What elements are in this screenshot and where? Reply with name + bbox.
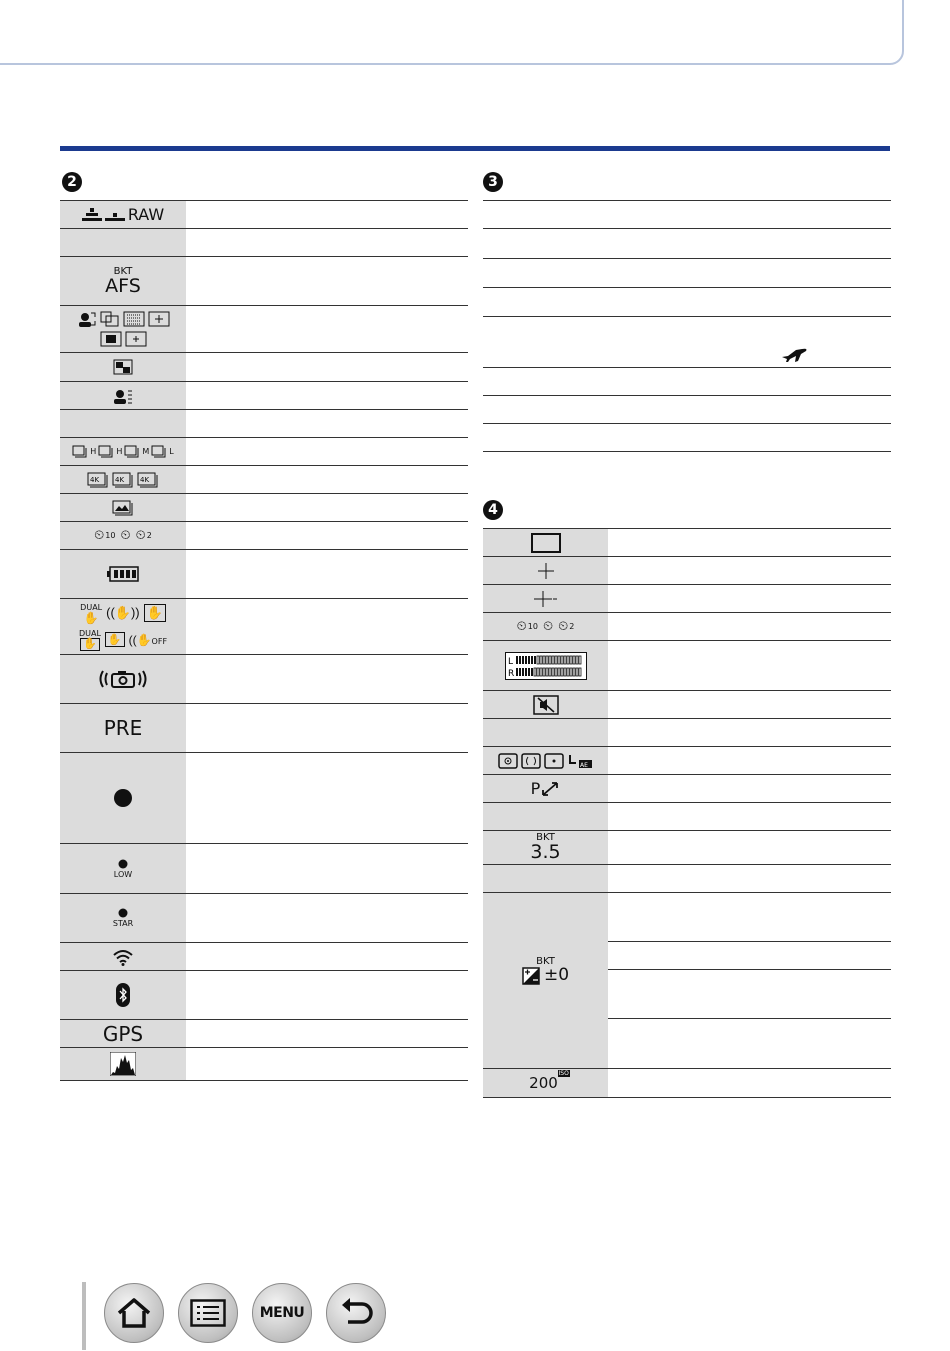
section-2-table bbox=[60, 200, 468, 1081]
table-row bbox=[60, 438, 468, 466]
program-p-label: P bbox=[530, 779, 541, 798]
ev-value: ±0 bbox=[543, 965, 570, 985]
4k-photo-cell bbox=[60, 466, 186, 493]
timer2-icon: ⏲ bbox=[558, 619, 569, 634]
table-row bbox=[483, 613, 891, 641]
table-row bbox=[60, 522, 468, 550]
table-row bbox=[483, 557, 891, 585]
table-row bbox=[60, 1020, 468, 1048]
burst-cell bbox=[60, 438, 186, 465]
star-label: STAR bbox=[112, 919, 134, 928]
raw-label: RAW bbox=[127, 205, 165, 224]
table-row bbox=[483, 865, 891, 893]
hand-icon: ✋ bbox=[83, 610, 99, 625]
section-4-number: 4 bbox=[483, 500, 503, 520]
table-row bbox=[60, 943, 468, 971]
table-row bbox=[60, 410, 468, 438]
aperture-bracket-cell bbox=[483, 831, 608, 864]
histogram-cell bbox=[60, 1048, 186, 1080]
dual-stabilizer-video-icon bbox=[79, 629, 101, 651]
wifi-icon bbox=[112, 948, 134, 966]
recording-dot-icon bbox=[113, 788, 133, 808]
table-row bbox=[60, 200, 468, 229]
exposure-bracket-cell bbox=[483, 893, 608, 1068]
spot-metering-cell bbox=[483, 585, 608, 612]
timer10-label: 10 bbox=[105, 531, 116, 540]
multi-metering-icon bbox=[498, 753, 518, 769]
table-row bbox=[60, 971, 468, 1020]
face-detect-icon bbox=[77, 311, 97, 327]
hand-video-icon: ✋ bbox=[80, 638, 100, 651]
face-recognition-icon bbox=[113, 388, 133, 404]
table-row bbox=[60, 382, 468, 410]
svg-text:4K: 4K bbox=[115, 475, 125, 484]
exposure-bracket-icon bbox=[522, 957, 569, 985]
contents-button[interactable] bbox=[178, 1283, 238, 1343]
quality-standard-icon bbox=[105, 208, 125, 222]
custom-area-icon bbox=[125, 331, 147, 347]
iso-value: 200 bbox=[529, 1074, 558, 1092]
metering-mode-cell bbox=[483, 747, 608, 774]
post-focus-icon bbox=[112, 500, 134, 516]
table-row bbox=[483, 803, 891, 831]
focus-bracket-icon bbox=[105, 267, 141, 296]
level-l-label: L bbox=[507, 656, 513, 667]
af-area-cell bbox=[483, 529, 608, 556]
table-row bbox=[483, 691, 891, 719]
sub-row-divider bbox=[608, 941, 891, 942]
self-timer-cell bbox=[483, 613, 608, 640]
back-arrow-icon bbox=[338, 1298, 374, 1328]
spot-metering-icon bbox=[534, 590, 558, 608]
airplane-icon bbox=[780, 343, 810, 363]
star-cell bbox=[60, 894, 186, 942]
burst-icon bbox=[72, 445, 88, 459]
merged-row-group bbox=[483, 893, 891, 1069]
ev-group bbox=[522, 967, 569, 985]
stabilizer-frame-icon: ✋ bbox=[144, 604, 166, 622]
histogram-icon bbox=[110, 1052, 136, 1076]
menu-button[interactable] bbox=[252, 1283, 312, 1343]
wifi-cell bbox=[60, 943, 186, 970]
burst-l-label: L bbox=[169, 447, 174, 456]
stabilizer-icon: ((✋)) bbox=[106, 605, 140, 620]
aperture-bracket-icon bbox=[530, 833, 560, 862]
empty-icon-cell bbox=[483, 803, 608, 830]
section-3-table bbox=[483, 200, 891, 452]
table-row bbox=[483, 528, 891, 557]
section-4-table bbox=[483, 528, 891, 1098]
post-focus-cell bbox=[60, 494, 186, 521]
table-row bbox=[60, 655, 468, 704]
section-2-number: 2 bbox=[62, 172, 82, 192]
table-row bbox=[60, 466, 468, 494]
burst-live-icon bbox=[98, 445, 114, 459]
timer2-label: 2 bbox=[146, 531, 152, 540]
self-timer-cell bbox=[60, 522, 186, 549]
title-rule bbox=[60, 146, 890, 151]
timer-burst-icon: ⏲ bbox=[120, 528, 131, 543]
empty-icon-cell bbox=[483, 865, 608, 892]
burst-live-l-icon bbox=[151, 445, 167, 459]
iso-icon bbox=[529, 1070, 569, 1092]
spot-metering-mode-icon bbox=[544, 753, 564, 769]
table-row bbox=[60, 894, 468, 943]
multi-area-icon bbox=[123, 311, 145, 327]
section-3-number: 3 bbox=[483, 172, 503, 192]
iso-cell bbox=[483, 1069, 608, 1097]
spot-cell bbox=[483, 557, 608, 584]
back-button[interactable] bbox=[326, 1283, 386, 1343]
table-row bbox=[483, 259, 891, 288]
off-label: OFF bbox=[151, 636, 168, 646]
low-cell bbox=[60, 844, 186, 893]
table-row bbox=[483, 317, 891, 368]
table-row bbox=[483, 396, 891, 424]
pre-label: PRE bbox=[103, 716, 143, 740]
dual-video-label: DUAL bbox=[78, 628, 101, 638]
bluetooth-icon bbox=[116, 983, 130, 1007]
one-area-icon bbox=[100, 331, 122, 347]
program-shift-arrow-icon bbox=[540, 780, 560, 798]
table-row bbox=[60, 1048, 468, 1081]
empty-icon-cell bbox=[60, 410, 186, 437]
sub-row-divider bbox=[608, 969, 891, 970]
timer-icon: ⏲ bbox=[94, 528, 105, 543]
stabilizer-video-icon: ✋ bbox=[105, 632, 125, 647]
table-row bbox=[483, 424, 891, 452]
4k-pre-burst-icon bbox=[137, 472, 159, 488]
table-row bbox=[60, 494, 468, 522]
gps-label: GPS bbox=[102, 1021, 144, 1046]
low-label: LOW bbox=[113, 869, 133, 879]
bkt-label: BKT bbox=[536, 832, 555, 843]
empty-icon-cell bbox=[483, 719, 608, 746]
dual-label: DUAL bbox=[80, 602, 103, 612]
silent-mode-icon bbox=[533, 695, 559, 715]
timer2-label: 2 bbox=[569, 622, 575, 631]
table-row bbox=[483, 831, 891, 865]
camera-shake-icon bbox=[97, 668, 149, 690]
silent-mode-cell bbox=[483, 691, 608, 718]
quality-fine-icon bbox=[82, 208, 102, 222]
top-frame bbox=[0, 0, 904, 65]
table-row bbox=[60, 229, 468, 257]
audio-level-meter-icon bbox=[505, 652, 587, 680]
empty-icon-cell bbox=[60, 229, 186, 256]
burst-live-h-label: H bbox=[116, 447, 123, 456]
4k-burst-icon bbox=[87, 472, 109, 488]
low-dot-icon bbox=[118, 859, 128, 869]
touch-ae-icon bbox=[567, 753, 593, 769]
audio-level-cell bbox=[483, 641, 608, 690]
nav-divider bbox=[82, 1282, 86, 1350]
table-row bbox=[483, 775, 891, 803]
battery-icon bbox=[107, 566, 139, 582]
pre-cell bbox=[60, 704, 186, 752]
timer2-icon: ⏲ bbox=[135, 528, 146, 543]
burst-h-label: H bbox=[90, 447, 97, 456]
tracking-icon bbox=[100, 311, 120, 327]
exposure-comp-icon bbox=[522, 967, 540, 985]
timer-icon: ⏲ bbox=[516, 619, 527, 634]
iso-label: ISO bbox=[558, 1070, 569, 1077]
center-weighted-icon bbox=[521, 753, 541, 769]
recording-cell bbox=[60, 753, 186, 843]
table-row bbox=[60, 753, 468, 844]
stabilizer-off-icon: ((✋OFF bbox=[128, 632, 168, 647]
afs-bracket-cell bbox=[60, 257, 186, 305]
list-icon bbox=[190, 1299, 226, 1327]
battery-cell bbox=[60, 550, 186, 598]
stabilizer-cell bbox=[60, 599, 186, 654]
program-shift-cell bbox=[483, 775, 608, 802]
home-button[interactable] bbox=[104, 1283, 164, 1343]
menu-label: MENU bbox=[259, 1305, 305, 1321]
table-row bbox=[483, 719, 891, 747]
svg-text:4K: 4K bbox=[140, 475, 150, 484]
metering-cell bbox=[60, 353, 186, 381]
level-r-label: R bbox=[507, 668, 514, 679]
table-row bbox=[60, 353, 468, 382]
4k-burst-ss-icon bbox=[112, 472, 134, 488]
bluetooth-cell bbox=[60, 971, 186, 1019]
table-row bbox=[483, 200, 891, 229]
home-icon bbox=[116, 1297, 152, 1329]
sub-row-divider bbox=[608, 1018, 891, 1019]
face-recognition-cell bbox=[60, 382, 186, 409]
table-row bbox=[60, 844, 468, 894]
ae-label: AE bbox=[580, 761, 588, 769]
table-row bbox=[483, 585, 891, 613]
table-row bbox=[483, 288, 891, 317]
table-row bbox=[483, 641, 891, 691]
svg-text:4K: 4K bbox=[90, 475, 100, 484]
dual-stabilizer-icon bbox=[80, 603, 102, 624]
table-row bbox=[60, 550, 468, 599]
table-row bbox=[60, 599, 468, 655]
af-mode-cell bbox=[60, 306, 186, 352]
table-row bbox=[483, 747, 891, 775]
gps-cell bbox=[60, 1020, 186, 1047]
af-area-frame-icon bbox=[531, 533, 561, 553]
table-row bbox=[60, 704, 468, 753]
shake-alert-cell bbox=[60, 655, 186, 703]
timer-burst-icon: ⏲ bbox=[542, 619, 554, 634]
bkt-label: BKT bbox=[536, 955, 555, 967]
quality-icon-cell bbox=[60, 201, 186, 228]
table-row bbox=[483, 368, 891, 396]
bkt-label: BKT bbox=[113, 265, 133, 277]
table-row bbox=[60, 306, 468, 353]
afs-label: AFS bbox=[105, 274, 141, 297]
table-row bbox=[483, 1069, 891, 1098]
burst-live-m-icon bbox=[124, 445, 140, 459]
focus-frame-icon bbox=[113, 359, 133, 375]
pinpoint-icon bbox=[148, 311, 170, 327]
timer10-label: 10 bbox=[527, 622, 538, 631]
spot-target-icon bbox=[538, 563, 554, 579]
star-dot-icon bbox=[118, 908, 128, 918]
burst-m-label: M bbox=[142, 447, 150, 456]
table-row bbox=[60, 257, 468, 306]
aperture-value: 3.5 bbox=[530, 841, 561, 863]
table-row bbox=[483, 229, 891, 259]
